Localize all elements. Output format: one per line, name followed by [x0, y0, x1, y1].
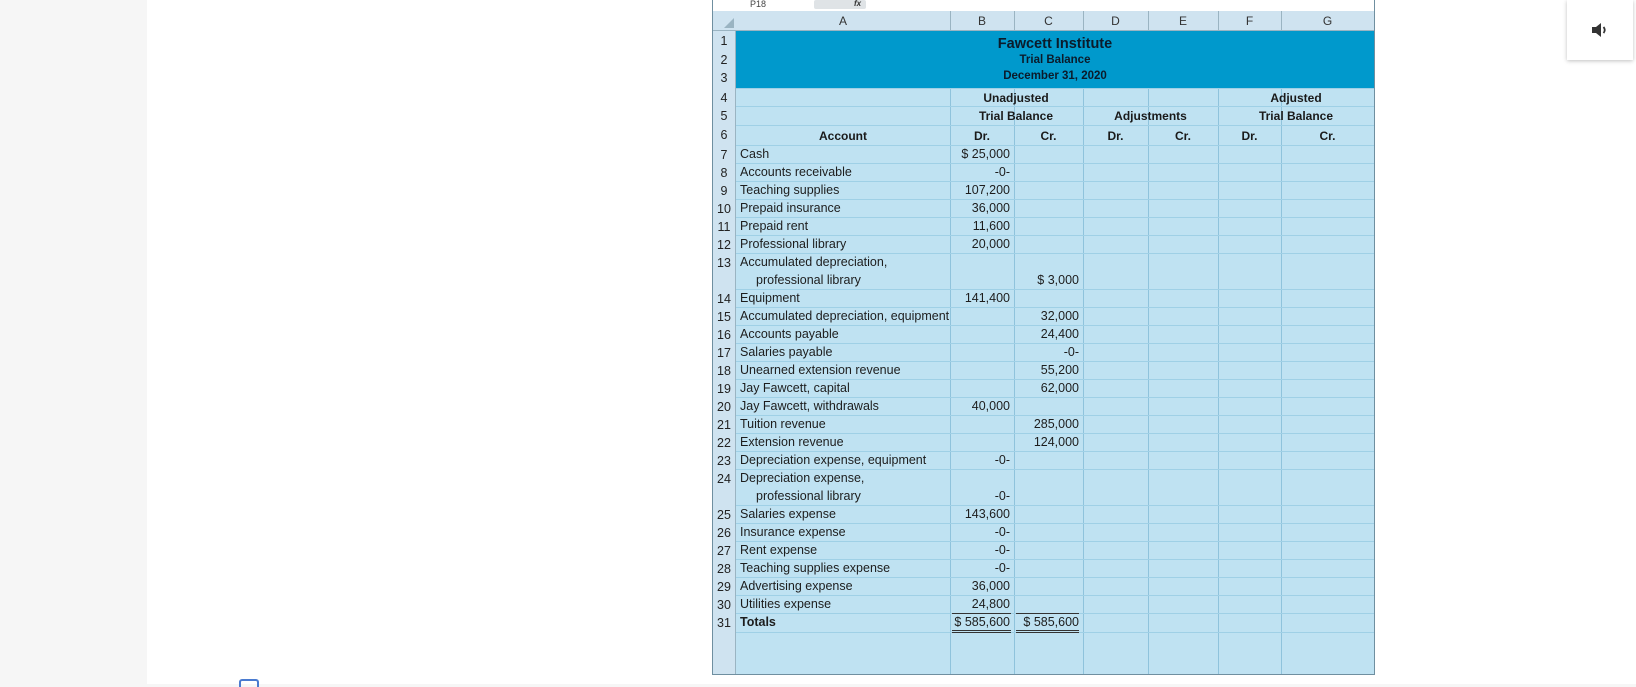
grid-row-line — [736, 217, 1374, 218]
column-header-d: D — [1083, 11, 1148, 31]
credit-amount: 62,000 — [1040, 381, 1079, 395]
fx-icon: fx — [854, 0, 862, 8]
debit-amount: 20,000 — [971, 237, 1010, 251]
account-name-continued: professional library — [756, 273, 861, 287]
cr-header: Cr. — [1174, 129, 1191, 143]
audio-button[interactable] — [1567, 0, 1633, 60]
credit-amount: 124,000 — [1033, 435, 1079, 449]
debit-amount: 24,800 — [971, 597, 1010, 611]
grid-row-line — [736, 88, 1374, 89]
company-name: Fawcett Institute — [997, 36, 1113, 52]
row-number-24: 24 — [717, 472, 731, 486]
total-debit: $ 585,600 — [954, 615, 1010, 629]
grid-row-line — [736, 181, 1374, 182]
row-number-9: 9 — [720, 184, 728, 198]
row-number-17: 17 — [717, 346, 731, 360]
column-divider — [950, 11, 951, 31]
column-divider — [1083, 11, 1084, 31]
debit-amount: 36,000 — [971, 579, 1010, 593]
grid-row-line — [736, 235, 1374, 236]
total-underline-double — [1016, 630, 1079, 631]
grid-row-line — [736, 397, 1374, 398]
column-divider — [1014, 11, 1015, 31]
formula-bar — [713, 0, 1374, 11]
account-name: Unearned extension revenue — [740, 363, 901, 377]
credit-amount: 285,000 — [1033, 417, 1079, 431]
adjustments-header: Adjustments — [1114, 109, 1187, 123]
page-content — [147, 0, 1636, 684]
unadjusted-header: Unadjusted — [983, 91, 1049, 105]
row-number-21: 21 — [717, 418, 731, 432]
account-name: Depreciation expense, — [740, 471, 865, 485]
row-number-26: 26 — [717, 526, 731, 540]
grid-row-line — [736, 541, 1374, 542]
grid-row-line — [736, 577, 1374, 578]
credit-amount: 55,200 — [1040, 363, 1079, 377]
account-name: Utilities expense — [740, 597, 832, 611]
grid-row-line — [736, 361, 1374, 362]
totals-label: Totals — [740, 615, 776, 629]
account-name: Accumulated depreciation, equipment — [740, 309, 950, 323]
row-number-22: 22 — [717, 436, 731, 450]
account-name: Salaries expense — [740, 507, 836, 521]
report-date: December 31, 2020 — [1003, 70, 1107, 82]
row-number-10: 10 — [717, 202, 731, 216]
row-number-7: 7 — [720, 148, 728, 162]
row-number-4: 4 — [720, 91, 728, 105]
grid-row-line — [736, 595, 1374, 596]
account-name: Professional library — [740, 237, 847, 251]
account-name: Accounts receivable — [740, 165, 852, 179]
grid-row-line — [736, 523, 1374, 524]
account-name: Equipment — [740, 291, 800, 305]
grid-row-line — [736, 451, 1374, 452]
total-underline-double — [952, 632, 1011, 633]
account-name: Teaching supplies — [740, 183, 840, 197]
row-number-18: 18 — [717, 364, 731, 378]
row-number-5: 5 — [720, 109, 728, 123]
row-number-11: 11 — [717, 220, 731, 234]
credit-amount: $ 3,000 — [1037, 273, 1079, 287]
row-number-27: 27 — [717, 544, 731, 558]
speaker-icon — [1590, 20, 1610, 40]
debit-amount: 107,200 — [964, 183, 1010, 197]
adjusted-tb-header: Trial Balance — [1258, 109, 1334, 123]
column-header-b: B — [950, 11, 1014, 31]
debit-amount: $ 25,000 — [961, 147, 1010, 161]
row-number-12: 12 — [717, 238, 731, 252]
row-number-30: 30 — [717, 598, 731, 612]
account-name: Accumulated depreciation, — [740, 255, 888, 269]
row-number-31: 31 — [717, 616, 731, 630]
account-name-continued: professional library — [756, 489, 861, 503]
credit-amount: -0- — [1063, 345, 1079, 359]
column-header-a: A — [736, 11, 950, 31]
total-underline-double — [952, 630, 1011, 631]
grid-row-line — [736, 125, 1374, 126]
total-credit: $ 585,600 — [1023, 615, 1079, 629]
grid-row-line — [736, 433, 1374, 434]
column-header-f: F — [1218, 11, 1281, 31]
row-number-3: 3 — [720, 71, 728, 85]
total-underline-single — [1016, 613, 1079, 614]
total-underline-single — [952, 613, 1011, 614]
grid-column-line — [1281, 88, 1282, 675]
credit-amount: 24,400 — [1040, 327, 1079, 341]
column-divider — [1218, 11, 1219, 31]
grid-row-line — [736, 469, 1374, 470]
grid-column-line — [1218, 88, 1219, 675]
row-header-column — [713, 31, 736, 675]
debit-amount: -0- — [994, 561, 1010, 575]
debit-amount: -0- — [994, 543, 1010, 557]
row-number-1: 1 — [720, 34, 728, 48]
column-header-c: C — [1014, 11, 1083, 31]
row-number-20: 20 — [717, 400, 731, 414]
dr-header: Dr. — [1241, 129, 1258, 143]
grid-column-line — [1148, 88, 1149, 675]
account-name: Extension revenue — [740, 435, 844, 449]
grid-row-line — [736, 559, 1374, 560]
credit-amount: 32,000 — [1040, 309, 1079, 323]
row-number-23: 23 — [717, 454, 731, 468]
grid-row-line — [736, 163, 1374, 164]
account-name: Tuition revenue — [740, 417, 826, 431]
dr-header: Dr. — [973, 129, 990, 143]
unadjusted-tb-header: Trial Balance — [978, 109, 1054, 123]
total-underline-double — [1016, 632, 1079, 633]
grid-row-line — [736, 379, 1374, 380]
grid-column-line — [1083, 88, 1084, 675]
report-name: Trial Balance — [1019, 54, 1091, 66]
grid-row-line — [736, 325, 1374, 326]
select-all-corner — [713, 11, 736, 31]
grid-row-line — [736, 253, 1374, 254]
debit-amount: 141,400 — [964, 291, 1010, 305]
account-name: Depreciation expense, equipment — [740, 453, 927, 467]
account-name: Rent expense — [740, 543, 818, 557]
account-name: Insurance expense — [740, 525, 846, 539]
account-name: Salaries payable — [740, 345, 833, 359]
debit-amount: 143,600 — [964, 507, 1010, 521]
row-number-6: 6 — [720, 128, 728, 142]
grid-row-line — [736, 343, 1374, 344]
grid-row-line — [736, 145, 1374, 146]
column-divider — [1281, 11, 1282, 31]
grid-row-line — [736, 106, 1374, 107]
row-number-28: 28 — [717, 562, 731, 576]
debit-amount: -0- — [994, 525, 1010, 539]
grid-row-line — [736, 307, 1374, 308]
row-number-8: 8 — [720, 166, 728, 180]
debit-amount: -0- — [994, 489, 1010, 503]
account-name: Prepaid insurance — [740, 201, 841, 215]
grid-row-line — [736, 415, 1374, 416]
column-header-g: G — [1281, 11, 1374, 31]
title-banner — [736, 31, 1374, 88]
dr-header: Dr. — [1107, 129, 1124, 143]
account-header: Account — [819, 129, 867, 143]
account-name: Prepaid rent — [740, 219, 809, 233]
spreadsheet-image — [712, 0, 1375, 675]
account-name: Accounts payable — [740, 327, 839, 341]
document-icon[interactable] — [239, 679, 259, 687]
account-name: Jay Fawcett, withdrawals — [740, 399, 879, 413]
debit-amount: 11,600 — [972, 219, 1010, 233]
account-name: Advertising expense — [740, 579, 853, 593]
account-name: Cash — [740, 147, 770, 161]
row-number-29: 29 — [717, 580, 731, 594]
cr-header: Cr. — [1319, 129, 1336, 143]
column-divider — [1148, 11, 1149, 31]
row-number-19: 19 — [717, 382, 731, 396]
debit-amount: -0- — [994, 165, 1010, 179]
cr-header: Cr. — [1040, 129, 1057, 143]
row-number-15: 15 — [717, 310, 731, 324]
row-number-25: 25 — [717, 508, 731, 522]
account-name: Jay Fawcett, capital — [740, 381, 850, 395]
debit-amount: 40,000 — [971, 399, 1010, 413]
debit-amount: 36,000 — [971, 201, 1010, 215]
column-header-e: E — [1148, 11, 1218, 31]
debit-amount: -0- — [994, 453, 1010, 467]
row-number-16: 16 — [717, 328, 731, 342]
grid-row-line — [736, 505, 1374, 506]
account-name: Teaching supplies expense — [740, 561, 891, 575]
adjusted-header: Adjusted — [1270, 91, 1322, 105]
row-number-2: 2 — [720, 53, 728, 67]
cell-reference: P18 — [750, 0, 767, 9]
grid-row-line — [736, 289, 1374, 290]
row-number-13: 13 — [717, 256, 731, 270]
grid-row-line — [736, 199, 1374, 200]
row-number-14: 14 — [717, 292, 731, 306]
